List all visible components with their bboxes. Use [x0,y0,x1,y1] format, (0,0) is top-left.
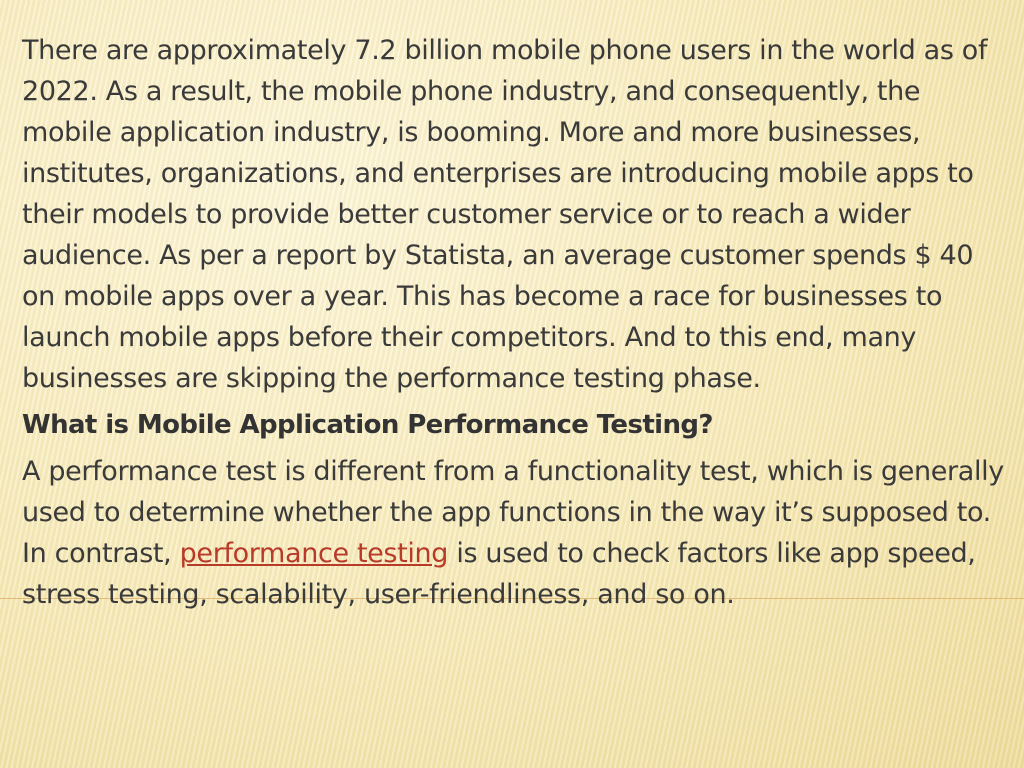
intro-paragraph: There are approximately 7.2 billion mobile phone users in the world as of 2022. As a result, the mobile phone industry, and consequently, the mobile application industry, is booming. More and more businesses, institutes, organizations, and enterprises are introducing mobile apps to their models to provide better customer service or to reach a wider audience. As per a report by Statista, an average customer spends $ 40 on mobile apps over a year. This has become a race for businesses to launch mobile apps before their competitors. And to this end, many businesses are skipping the performance testing phase. [22,35,988,394]
definition-paragraph [22,451,1012,615]
slide-content [22,30,1012,615]
performance-testing-link[interactable]: performance testing [179,538,449,569]
section-heading: What is Mobile Application Performance Testing? [22,410,713,440]
definition-text-end: is used to check factors like app speed, stress testing, scalability, user-friendliness, and so on. [22,538,976,610]
definition-text-start: A performance test is different from a functionality test, which is generally used to determine whether the app functions in the way it’s supposed to. In contrast, [22,456,1004,569]
